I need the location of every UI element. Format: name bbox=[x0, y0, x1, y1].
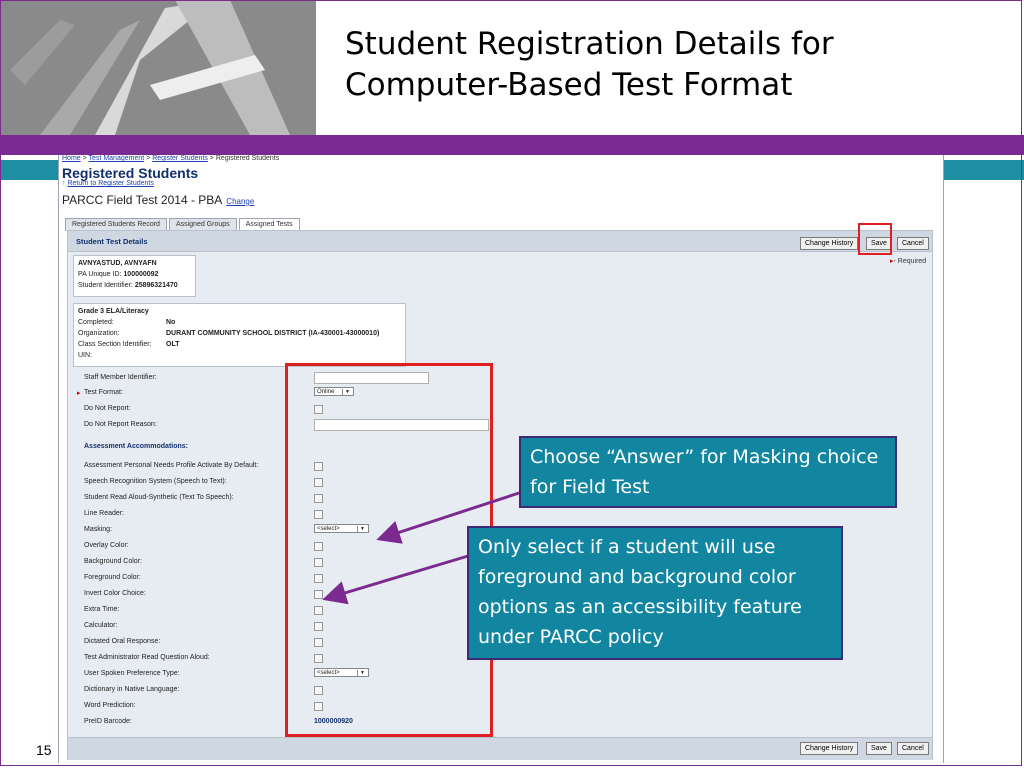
accommodation-label: Dictionary in Native Language: bbox=[84, 686, 180, 693]
unique-id-label: PA Unique ID: bbox=[78, 271, 122, 278]
organization-value: DURANT COMMUNITY SCHOOL DISTRICT (IA-430001-43000010) bbox=[166, 330, 380, 337]
test-format-value: Online bbox=[317, 389, 335, 395]
save-button[interactable]: Save bbox=[866, 237, 892, 250]
unique-id-value: 100000092 bbox=[123, 271, 159, 278]
up-arrow-icon: ↑ bbox=[62, 180, 66, 187]
accommodation-label: Invert Color Choice: bbox=[84, 590, 146, 597]
tab-assigned-groups[interactable]: Assigned Groups bbox=[169, 218, 237, 231]
chevron-down-icon: ▼ bbox=[357, 526, 367, 532]
accommodation-label: Extra Time: bbox=[84, 606, 120, 613]
breadcrumb-current: Registered Students bbox=[215, 155, 280, 162]
page-heading: Registered Students bbox=[62, 165, 199, 181]
staff-member-label: Staff Member Identifier: bbox=[84, 374, 157, 381]
masking-select-value: <select> bbox=[317, 526, 340, 532]
chevron-down-icon: ▼ bbox=[357, 670, 367, 676]
preid-label: PreID Barcode: bbox=[84, 718, 132, 725]
color-options-callout: Only select if a student will use foreground and background color options as an accessibility feature under PARCC policy bbox=[467, 526, 843, 660]
slide-title-line2: Computer-Based Test Format bbox=[345, 67, 793, 103]
breadcrumb-home[interactable]: Home bbox=[62, 155, 81, 162]
cancel-button-bottom[interactable]: Cancel bbox=[897, 742, 929, 755]
accommodation-label: Foreground Color: bbox=[84, 574, 141, 581]
class-section-value: OLT bbox=[166, 341, 180, 348]
required-note: ▸ - Required bbox=[890, 257, 926, 265]
breadcrumb-test-management[interactable]: Test Management bbox=[88, 155, 145, 162]
tab-registered-students-record[interactable]: Registered Students Record bbox=[65, 218, 167, 231]
slide-number: 15 bbox=[36, 742, 52, 758]
accommodation-label: Test Administrator Read Question Aloud: bbox=[84, 654, 210, 661]
organization-label: Organization: bbox=[78, 330, 120, 337]
spoken-preference-label: User Spoken Preference Type: bbox=[84, 670, 180, 677]
change-test-link[interactable]: Change bbox=[226, 197, 255, 206]
masking-callout: Choose “Answer” for Masking choice for Field Test bbox=[519, 436, 897, 508]
color-arrow bbox=[328, 556, 468, 598]
breadcrumb-separator: > bbox=[144, 155, 153, 162]
student-identifier-value: 25896321470 bbox=[134, 282, 178, 289]
accommodations-heading: Assessment Accommodations: bbox=[84, 443, 188, 450]
slide-title-line1: Student Registration Details for bbox=[345, 26, 834, 62]
accommodation-label: Dictated Oral Response: bbox=[84, 638, 161, 645]
accommodation-label: Word Prediction: bbox=[84, 702, 136, 709]
accommodation-label: Line Reader: bbox=[84, 510, 125, 517]
spoken-preference-value: <select> bbox=[317, 670, 340, 676]
cancel-button[interactable]: Cancel bbox=[897, 237, 929, 250]
accommodation-label: Calculator: bbox=[84, 622, 118, 629]
test-name-label: PARCC Field Test 2014 - PBA bbox=[62, 193, 223, 207]
do-not-report-label: Do Not Report: bbox=[84, 405, 131, 412]
preid-value: 1000000920 bbox=[314, 718, 353, 725]
masking-label: Masking: bbox=[84, 526, 113, 533]
accommodation-label: Overlay Color: bbox=[84, 542, 129, 549]
completed-label: Completed: bbox=[78, 319, 114, 326]
accommodation-label: Assessment Personal Needs Profile Activate By Default: bbox=[84, 462, 259, 469]
chevron-down-icon: ▼ bbox=[342, 389, 352, 395]
student-name: AVNYASTUD, AVNYAFN bbox=[78, 260, 157, 267]
change-history-button[interactable]: Change History bbox=[800, 237, 858, 250]
panel-title: Student Test Details bbox=[76, 237, 148, 246]
class-section-label: Class Section Identifier: bbox=[78, 341, 152, 348]
save-button-bottom[interactable]: Save bbox=[866, 742, 892, 755]
change-history-button-bottom[interactable]: Change History bbox=[800, 742, 858, 755]
breadcrumb-separator: > bbox=[207, 155, 216, 162]
test-format-label: ▸ Test Format: bbox=[84, 389, 123, 396]
uin-label: UIN: bbox=[78, 352, 92, 359]
student-identifier-label: Student Identifier: bbox=[78, 282, 133, 289]
tab-assigned-tests[interactable]: Assigned Tests bbox=[239, 218, 300, 231]
accommodation-label: Speech Recognition System (Speech to Text): bbox=[84, 478, 227, 485]
accommodation-label: Student Read Aloud-Synthetic (Text To Speech): bbox=[84, 494, 234, 501]
accommodation-label: Background Color: bbox=[84, 558, 142, 565]
breadcrumb-register-students[interactable]: Register Students bbox=[152, 155, 208, 162]
completed-value: No bbox=[166, 319, 176, 326]
return-link-label[interactable]: Return to Register Students bbox=[67, 180, 154, 187]
breadcrumb-separator: > bbox=[80, 155, 89, 162]
do-not-report-reason-label: Do Not Report Reason: bbox=[84, 421, 157, 428]
test-subject: Grade 3 ELA/Literacy bbox=[78, 308, 149, 315]
